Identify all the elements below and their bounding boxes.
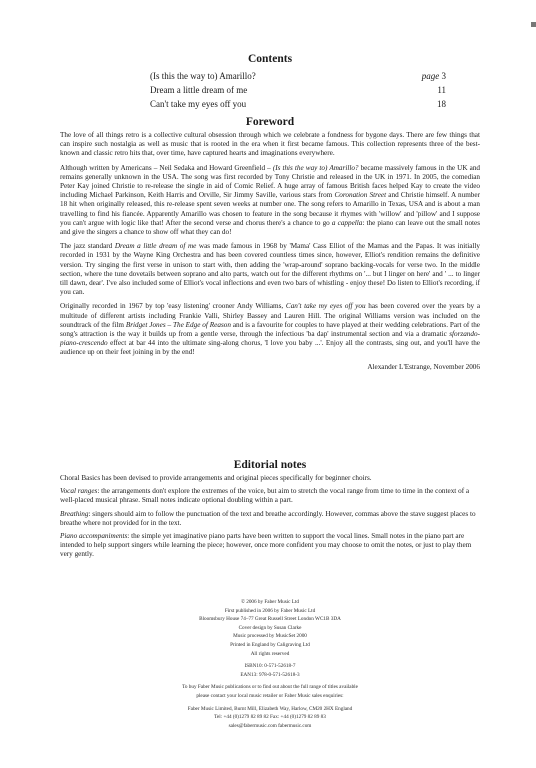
toc-item-page: 11 — [437, 85, 446, 95]
colophon-line: Printed in England by Caligraving Ltd — [230, 641, 310, 648]
page-edge-mark — [531, 22, 536, 27]
foreword-body — [60, 131, 480, 372]
foreword-paragraph: Originally recorded in 1967 by top 'easy listening' crooner Andy Williams, Can't take my eyes off you has been covered over the years by a multitude of different artists including Frankie Valli, Shirley Bassey and Lauren Hill. The original Williams version was included on the soundtrack of the film Bridget Jones – The Edge of Reason and is a favourite for couples to have played at their wedding celebrations. Part of the song's attraction is the way it builds up from a gentle verse, through the infectious 'ba dap' instrumental section and via a dramatic sforzando-piano-crescendo effect at bar 44 into the ultimate sing-along chorus, 'I love you baby ...'. Enjoy all the contrasts, sing out, and you'll have the audience up on their feet joining in by the end! — [60, 302, 481, 357]
contents-heading: Contents — [247, 53, 293, 65]
toc-item-title: (Is this the way to) Amarillo? — [150, 71, 256, 81]
toc-item[interactable] — [150, 97, 446, 111]
foreword-paragraph: The love of all things retro is a collective cultural obsession through which we celebrate a fondness for bygone days. There are few things that can inspire such nostalgia as well as music that is rooted in the era when it first became famous. This collection represents three of the best-known and classic retro hits that, over time, have captured hearts and imaginations everywhere. — [60, 131, 480, 158]
colophon-line: Cover design by Susan Clarke — [238, 624, 302, 631]
colophon-line: © 2006 by Faber Music Ltd — [241, 599, 299, 605]
toc-item-title: Dream a little dream of me — [150, 85, 248, 95]
toc-item-page: page 3 — [421, 71, 446, 81]
foreword-paragraph: The jazz standard Dream a little dream of me was made famous in 1968 by 'Mama' Cass Elliot of the Mamas and the Papas. It was initially recorded in 1931 by the Wayne King Orchestra and has been covered countless times since, however, Elliot's rendition remains the definitive version. Try singing the first verse in unison to start with, then adding the 'wrap-around' soprano backing-vocals for verse two. In the middle section, where the tune dovetails between soprano and alto parts, watch out for the different rhythms on '... but I linger on here' and ' ... to linger till dawn, dear'. I've also included some of Elliot's vocal inflections and even two bars of whistling - enjoy these! Do listen to Elliot's recording, if you can. — [60, 242, 480, 297]
foreword-paragraph: Although written by Americans – Neil Sedaka and Howard Greenfield – (Is this the way to) Amarillo? became massively famous in the UK and remains generally unknown in the USA. The song was first recorded by Tony Christie and released in the UK in 1971. In 2005, the comedian Peter Kay joined Christie to re-release the single in aid of Comic Relief. A huge array of famous British faces helped Kay to create the video including Michael Parkinson, Keith Harris and Orville, Sir Jimmy Saville, various stars from Coronation Street and Christie himself. A number 18 hit when originally released, this re-release spent seven weeks at number one. The song refers to Amarillo in Texas, USA and is about a man travelling to find his fiancée. Apparently Amarillo was chosen to feature in the song because it rhymes with 'willow' and 'pillow' and I suppose you can't argue with logic like that! After the second verse and chorus there's a chance to go a cappella: the piano can leave out the small notes and give the singers a chance to show off what they can do! — [60, 163, 481, 237]
editorial-note-vocal: Vocal ranges: the arrangements don't explore the extremes of the voice, but aim to stretch the vocal range from time to time in the context of a well-placed musical phrase. Small notes indicate optional doubling within a part. — [60, 487, 470, 505]
publisher-phone: Tel: +44 (0)1279 82 89 82 Fax: +44 (0)1279 82 89 83 — [214, 714, 326, 721]
toc-item[interactable] — [150, 69, 446, 83]
table-of-contents — [150, 69, 446, 111]
publisher-address: Faber Music Limited, Burnt Mill, Elizabeth Way, Harlow, CM20 2HX England — [187, 705, 353, 712]
colophon-line: please contact your local music retailer or Faber Music sales enquiries: — [196, 692, 344, 699]
colophon-line: First published in 2006 by Faber Music Ltd — [224, 607, 316, 614]
colophon-line: Bloomsbury House 74–77 Great Russell Street London WC1B 3DA — [199, 616, 341, 623]
toc-item[interactable] — [150, 83, 446, 97]
editorial-body — [60, 474, 480, 564]
editorial-note-piano: Piano accompaniments: the simple yet imaginative piano parts have been written to support the vocal lines. Small notes in the piano part are intended to help support singers while learning the piece; however, once more confident you may choose to omit the notes, or just to play them very gently. — [60, 532, 472, 559]
foreword-heading: Foreword — [245, 116, 295, 128]
colophon-line: All rights reserved — [250, 650, 290, 657]
editorial-heading: Editorial notes — [233, 459, 307, 471]
colophon-line: Music processed by MusicSet 2000 — [233, 633, 307, 640]
isbn-line: ISBN10: 0-571-52618-7 — [244, 663, 296, 670]
toc-item-title: Can't take my eyes off you — [150, 99, 247, 109]
foreword-signature: Alexander L'Estrange, November 2006 — [367, 362, 480, 371]
colophon-line: To buy Faber Music publications or to find out about the full range of titles available — [182, 684, 358, 691]
editorial-intro: Choral Basics has been devised to provide arrangements and original pieces specifically for beginner choirs. — [60, 474, 372, 482]
ean-line: EAN13: 978-0-571-52618-3 — [240, 671, 300, 678]
publisher-contact-link[interactable]: sales@fabermusic.com fabermusic.com — [228, 722, 312, 729]
colophon — [60, 598, 480, 730]
toc-item-page: 18 — [437, 99, 446, 109]
editorial-note-breathing: Breathing: singers should aim to follow the punctuation of the text and breathe accordingly. However, commas above the stave suggest places to breathe where not provided for in the text. — [60, 509, 476, 527]
